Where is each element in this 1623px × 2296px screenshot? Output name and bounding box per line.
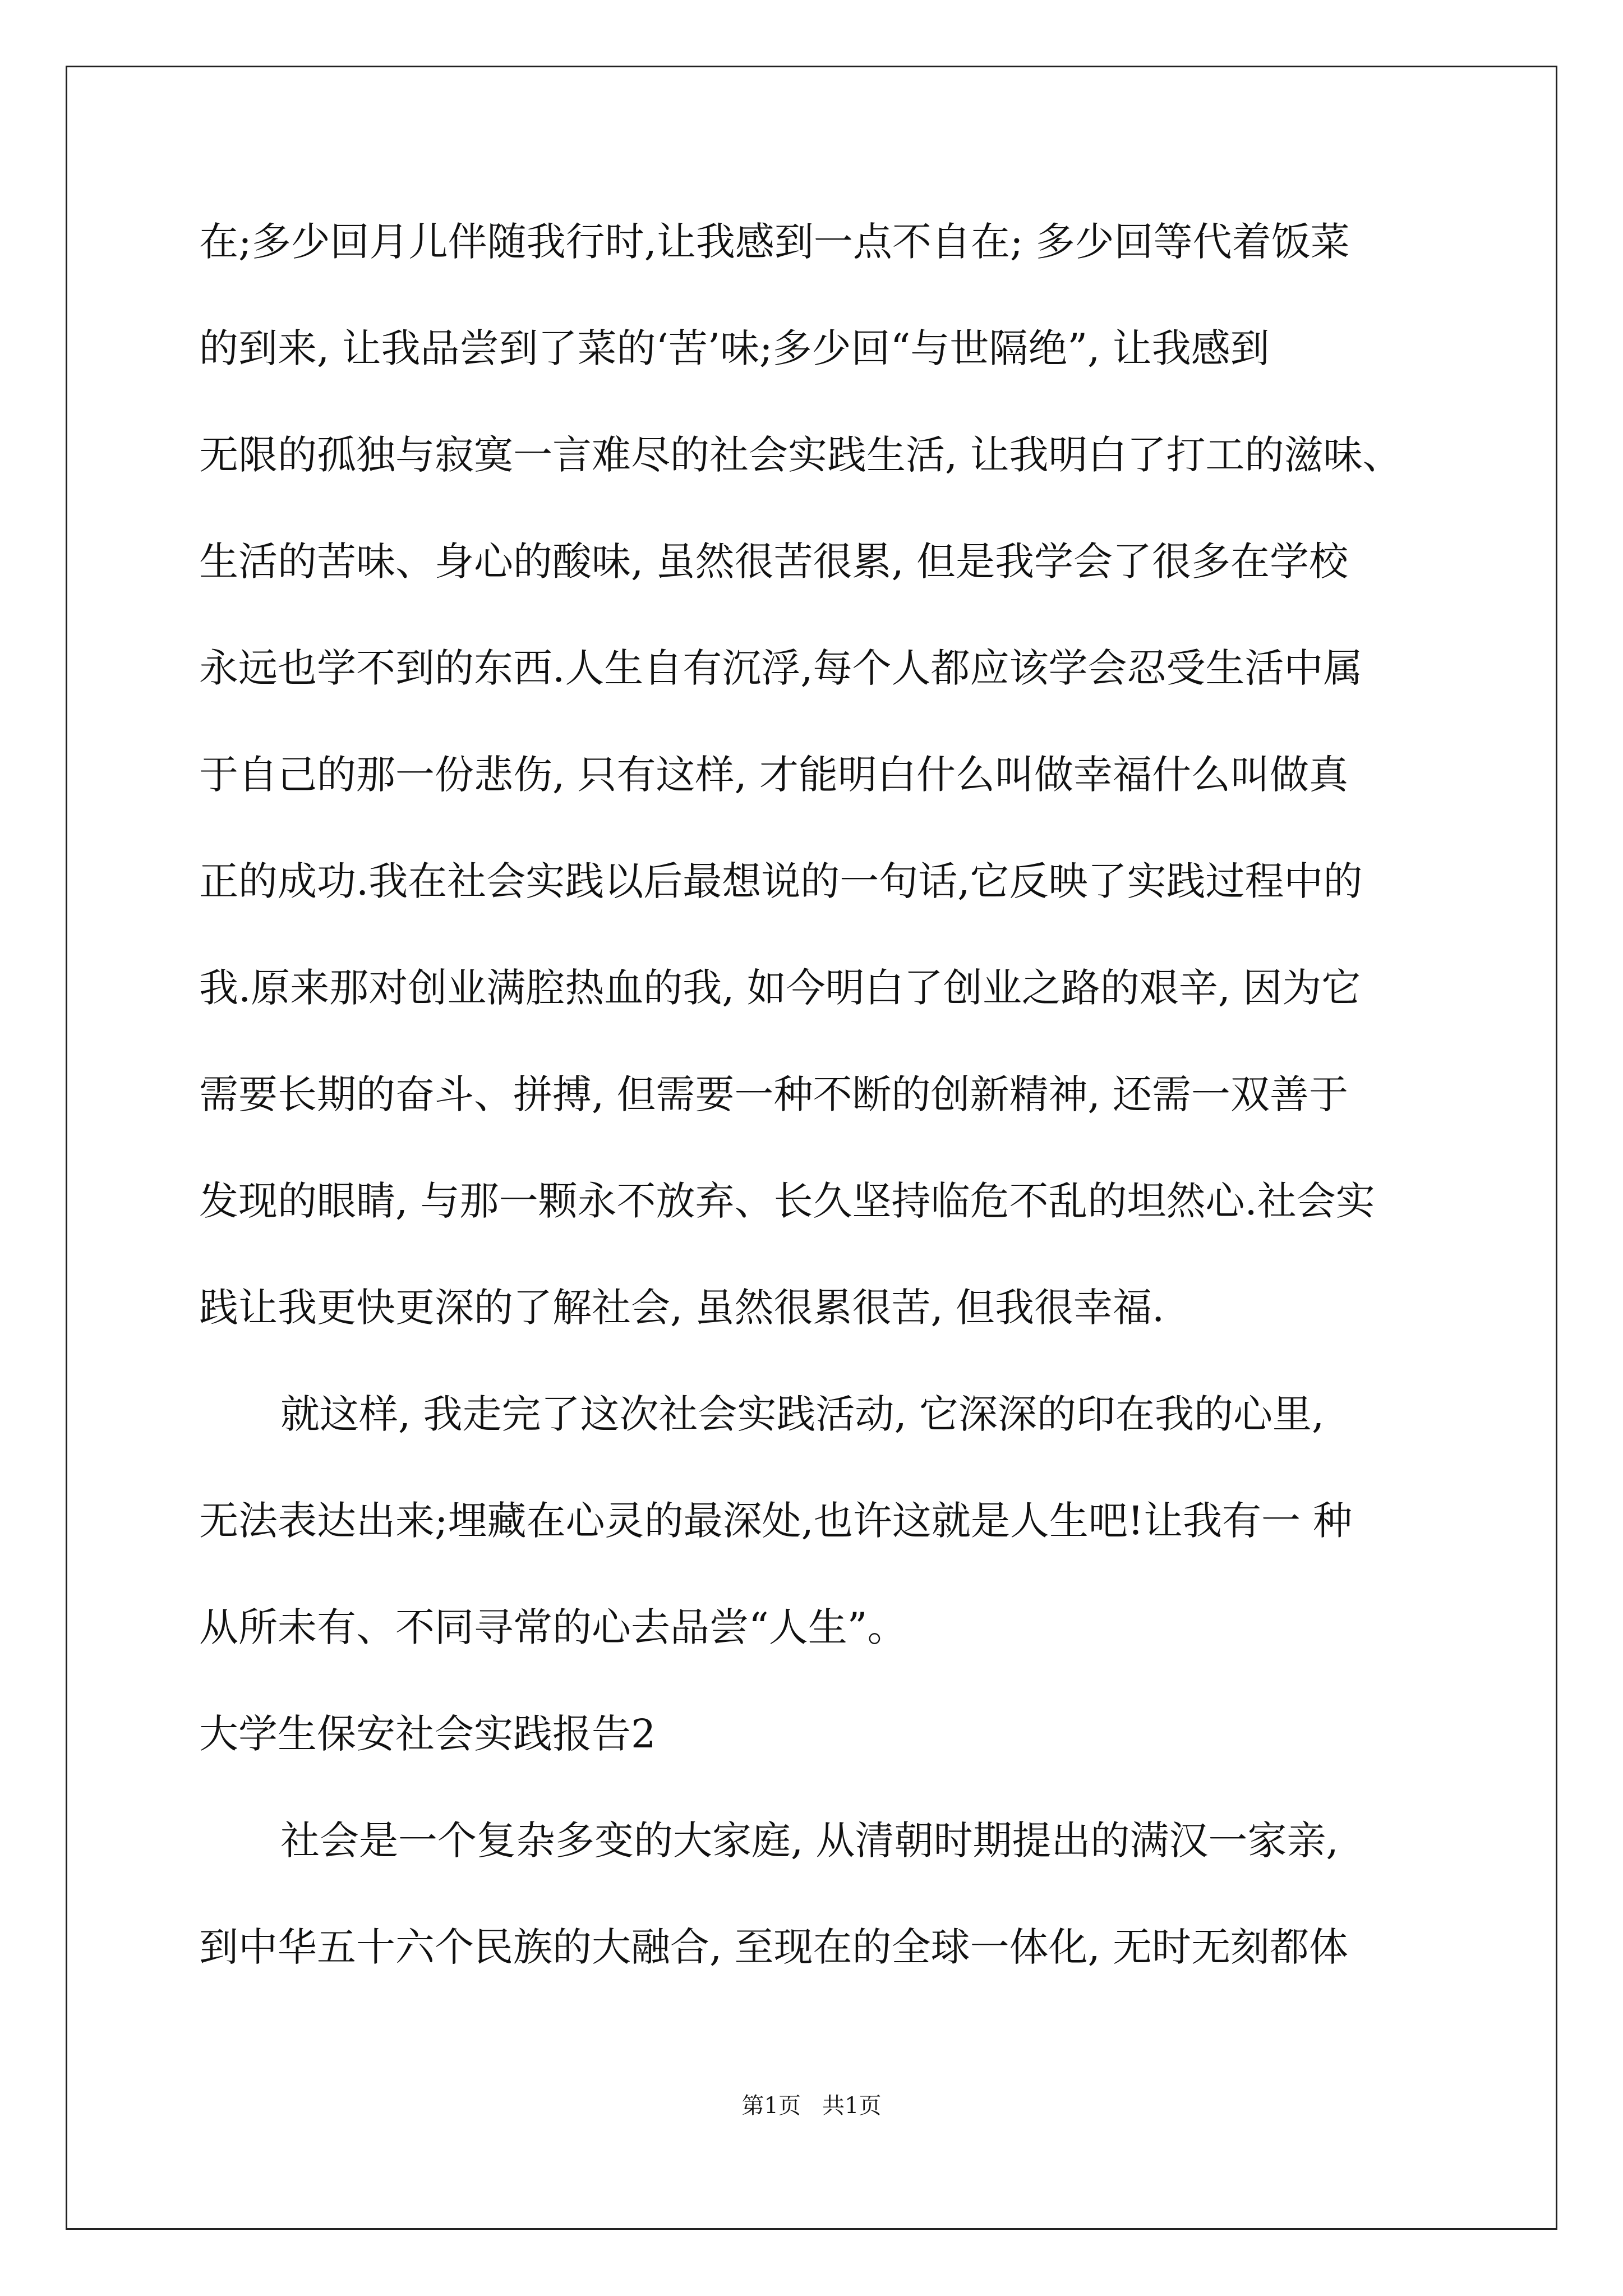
text-line: 发现的眼睛, 与那一颗永不放弃、长久坚持临危不乱的坦然心.社会实 [199, 1178, 1375, 1224]
text-line: 从所未有、不同寻常的心去品尝“人生”。 [199, 1604, 907, 1650]
text-line: 践让我更快更深的了解社会, 虽然很累很苦, 但我很幸福. [199, 1285, 1165, 1331]
paragraph-start-line: 社会是一个复杂多变的大家庭, 从清朝时期提出的满汉一家亲, [280, 1818, 1339, 1864]
page-number-total: 共1页 [822, 2093, 882, 2119]
paragraph-start-line: 就这样, 我走完了这次社会实践活动, 它深深的印在我的心里, [280, 1391, 1325, 1437]
text-line: 到中华五十六个民族的大融合, 至现在的全球一体化, 无时无刻都体 [199, 1924, 1349, 1970]
text-line: 我.原来那对创业满腔热血的我, 如今明白了创业之路的艰辛, 因为它 [199, 965, 1361, 1011]
text-line: 无限的孤独与寂寞一言难尽的社会实践生活, 让我明白了打工的滋味、 [199, 432, 1402, 478]
text-line: 在;多少回月儿伴随我行时,让我感到一点不自在; 多少回等代着饭菜 [199, 219, 1350, 265]
text-line: 无法表达出来;埋藏在心灵的最深处,也许这就是人生吧!让我有一 种 [199, 1498, 1353, 1544]
text-line: 永远也学不到的东西.人生自有沉浮,每个人都应该学会忍受生活中属 [199, 645, 1363, 691]
text-line: 正的成功.我在社会实践以后最想说的一句话,它反映了实践过程中的 [199, 858, 1363, 904]
text-line: 的到来, 让我品尝到了菜的‘苦’味;多少回“与世隔绝”, 让我感到 [199, 325, 1270, 371]
text-line: 需要长期的奋斗、拼搏, 但需要一种不断的创新精神, 还需一双善于 [199, 1071, 1349, 1117]
page-number-current: 第1页 [741, 2093, 801, 2119]
text-line: 于自己的那一份悲伤, 只有这样, 才能明白什么叫做幸福什么叫做真 [199, 752, 1349, 798]
document-body [199, 219, 1438, 2033]
text-line: 生活的苦味、身心的酸味, 虽然很苦很累, 但是我学会了很多在学校 [199, 539, 1349, 585]
section-heading: 大学生保安社会实践报告2 [199, 1711, 656, 1757]
page-footer [0, 2092, 1623, 2119]
